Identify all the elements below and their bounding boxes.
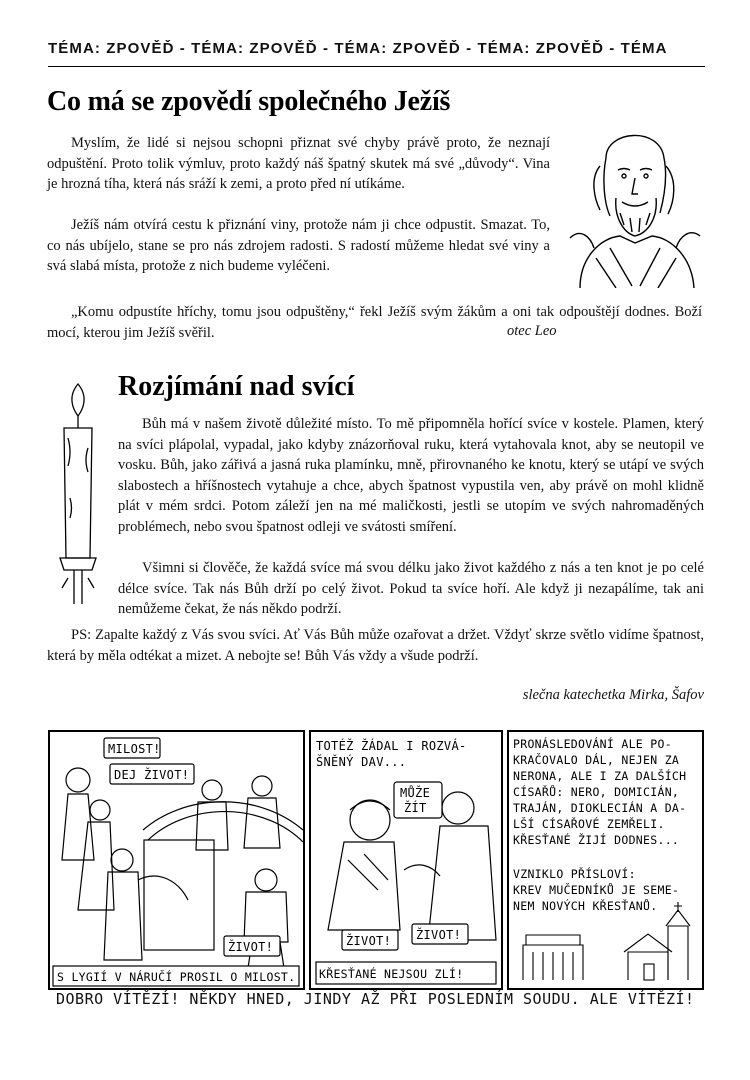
panel2-bottom-caption	[316, 962, 496, 984]
panel2-bubble-zivot-1-text: ŽIVOT!	[346, 934, 392, 948]
panel1-bubble-dej-zivot	[110, 764, 194, 784]
panel1-bubble-zivot-text: ŽIVOT!	[228, 940, 274, 954]
article1-paragraph-3: „Komu odpustíte hříchy, tomu jsou odpuštěny,“ řekl Ježíš svým žákům a oni tak odpouštějí dodnes. Boží mocí, kterou jim Ježíš svěřil.	[47, 304, 702, 341]
panel2-caption-line1: TOTÉŽ ŽÁDAL I ROZVÁ-	[316, 739, 467, 753]
page-topic-banner: TÉMA: ZPOVĚĎ - TÉMA: ZPOVĚĎ - TÉMA: ZPOVĚĎ - TÉMA: ZPOVĚĎ - TÉMA	[48, 40, 668, 57]
article2-ps: PS: Zapalte každý z Vás svou svíci. Ať Vás Bůh může ozařovat a držet. Vždyť skrze světlo vidíme špatnost, která by měla odtékat a mizet. A nebojte se! Bůh Vás vždy a všude podrží.	[47, 627, 704, 664]
panel3-text-line-1: PRONÁSLEDOVÁNÍ ALE PO-	[513, 737, 672, 751]
candle-illustration	[48, 378, 108, 608]
article1-paragraph-1: Myslím, že lidé si nejsou schopni přiznat své chyby právě proto, že neznají odpuštění. Proto tolik výmluv, proto každý náš špatný skutek má své „důvody“. Vina je hrozná tíha, která nás sráží k zemi, a proto před ní utíkáme.	[47, 135, 550, 192]
panel3-text-line-4: CÍSAŘŮ: NERO, DOMICIÁN,	[513, 785, 680, 799]
comic-panel-2	[310, 731, 502, 989]
panel2-caption-line2: ŠNĚNÝ DAV...	[316, 755, 407, 769]
panel1-bubble-milost	[104, 738, 161, 758]
panel2-bubble-line1: MŮŽE	[400, 786, 431, 800]
panel1-bubble-zivot	[224, 936, 280, 956]
panel3-church-drawing	[523, 902, 690, 980]
panel3-text-line-3: NERONA, ALE I ZA DALŠÍCH	[513, 769, 687, 783]
panel3-proverb-line-1: VZNIKLO PŘÍSLOVÍ:	[513, 867, 636, 881]
article2-title: Rozjímání nad svící	[118, 371, 355, 402]
jesus-illustration	[560, 118, 706, 288]
panel1-bubble-milost-text: MILOST!	[108, 742, 161, 756]
panel3-text-line-7: KŘESŤANÉ ŽIJÍ DODNES...	[513, 833, 680, 847]
panel3-proverb-block	[513, 866, 679, 913]
panel2-bubble-zivot-2	[412, 924, 468, 944]
panel3-text-block	[513, 736, 686, 847]
header-divider	[48, 66, 705, 67]
panel2-bubble-line2: ŽÍT	[404, 801, 427, 815]
panel3-text-line-5: TRAJÁN, DIOKLECIÁN A DA-	[513, 801, 687, 815]
panel1-caption-text: S LYGIÍ V NÁRUČÍ PROSIL O MILOST.	[57, 970, 296, 984]
panel1-bubble-dej-zivot-text: DEJ ŽIVOT!	[114, 768, 190, 782]
panel3-text-line-6: LŠÍ CÍSAŘOVÉ ZEMŘELI.	[513, 817, 665, 831]
article2-paragraph-2: Všimni si člověče, že každá svíce má svou délku jako život každého z nás a ten knot je po celé délce svíce. Tak nás Bůh drží po celý život. Pokud ta svíce hoří. Ale když ji nezapálíme, tak ani nemůžeme čekat, že nás někdo podrží.	[118, 560, 704, 617]
panel1-caption	[53, 966, 299, 986]
article1-paragraph-2: Ježíš nám otvírá cestu k přiznání viny, protože nám ji chce odpustit. Smazat. To, co nás ubíjelo, stane se pro nás zdrojem radosti. S radostí můžeme hledat své viny a svá slabá místa, protože z nich budeme vyléčeni.	[47, 217, 550, 274]
panel2-bubble-zivot-1	[342, 930, 398, 950]
comic-strip	[48, 730, 705, 1010]
panel3-proverb-line-2: KREV MUČEDNÍKŮ JE SEME-	[513, 883, 680, 897]
article1-title: Co má se zpovědí společného Ježíš	[47, 86, 451, 117]
panel2-bottom-caption-text: KŘESŤANÉ NEJSOU ZLÍ!	[319, 967, 464, 981]
panel3-text-line-2: KRAČOVALO DÁL, NEJEN ZA	[513, 753, 680, 767]
panel3-proverb-line-3: NEM NOVÝCH KŘESŤANŮ.	[513, 899, 658, 913]
article2-paragraph-1: Bůh má v našem životě důležité místo. To mě připomněla hořící svíce v kostele. Plamen, který na svíci plápolal, vypadal, jako kdyby znázorňoval ruku, která vytahovala knot, aby se neutopil ve vosku. Bůh, jako zářivá a jasná ruka plamínku, mně, přirovnaného ke knotu, který se utápí ve svých slabostech a hříšnostech vytahuje a chce, abych špatnost vypustila ven, aby právě on mohl klidně plát v mém srdci. Potom záleží jen na mé maličkosti, jestli se utopím ve svých nahromaděných problémech, nebo svou špatnost odleji ve svátosti smíření.	[118, 416, 704, 535]
article2-author: slečna katechetka Mirka, Šafov	[522, 687, 704, 703]
panel2-bubble-muze-zit	[394, 782, 442, 818]
panel2-bubble-zivot-2-text: ŽIVOT!	[416, 928, 462, 942]
article1-author: otec Leo	[507, 323, 557, 339]
comic-bottom-caption: DOBRO VÍTĚZÍ! NĚKDY HNED, JINDY AŽ PŘI POSLEDNÍM SOUDU. ALE VÍTĚZÍ!	[56, 990, 695, 1008]
